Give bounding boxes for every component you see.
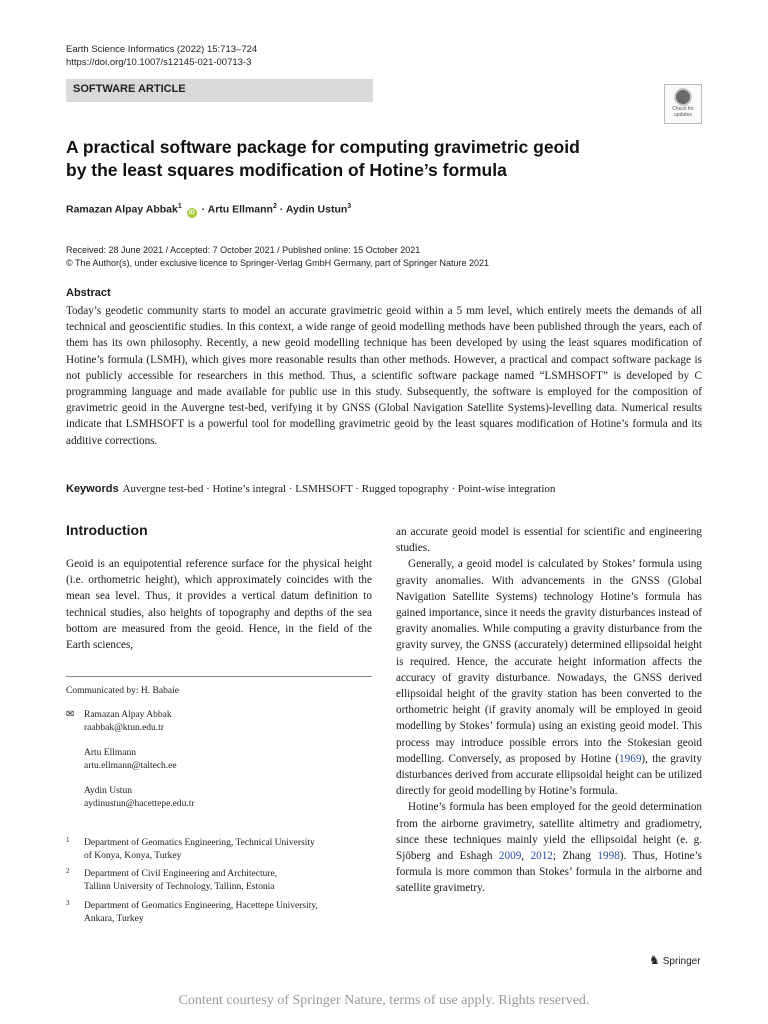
intro-paragraph-1-cont: an accurate geoid model is essential for scientific and engineering studies. — [396, 526, 702, 555]
crossmark-icon — [674, 88, 692, 106]
author-3-name[interactable]: Aydin Ustun — [285, 203, 348, 216]
publication-dates — [66, 244, 489, 269]
affiliation-1 — [66, 837, 366, 862]
affiliation-2-number: 2 — [66, 867, 70, 875]
keywords-label: Keywords — [66, 483, 119, 495]
keywords-text: Auvergne test-bed · Hotine’s integral · LSMHSOFT · Rugged topography · Point-wise integration — [122, 483, 556, 495]
intro-p3-sep: , — [521, 850, 531, 863]
introduction-heading: Introduction — [66, 522, 148, 538]
crossmark-line1: Check for — [672, 106, 694, 112]
communicated-by: Communicated by: H. Babaie — [66, 686, 179, 696]
contact-3-email[interactable]: aydinustun@hacettepe.edu.tr — [84, 798, 195, 809]
affiliation-1-line1: Department of Geomatics Engineering, Technical University — [84, 838, 315, 848]
doi-link[interactable]: https://doi.org/10.1007/s12145-021-00713-3 — [66, 57, 252, 68]
intro-p3-text-a: Hotine’s formula has been employed for the geoid determination from the airborne gravimetry, satellite altimetry and gradiometry, since these techniques mainly yield the ellipsoidal height (e. g. Sjöberg and Eshagh — [396, 801, 702, 863]
article-type-label: SOFTWARE ARTICLE — [73, 83, 186, 95]
affiliation-2-line2: Tallinn University of Technology, Tallinn, Estonia — [84, 881, 275, 892]
author-1-name[interactable]: Ramazan Alpay Abbak — [66, 203, 178, 216]
contact-1 — [84, 709, 366, 734]
affiliation-2-line1: Department of Civil Engineering and Architecture, — [84, 869, 278, 879]
affiliation-1-line2: of Konya, Konya, Turkey — [84, 850, 182, 861]
intro-paragraph-2 — [396, 556, 702, 799]
check-for-updates-badge[interactable] — [664, 84, 702, 124]
springer-logo — [649, 953, 701, 967]
contact-2 — [84, 747, 366, 772]
citation-link-1969[interactable]: 1969 — [619, 752, 642, 765]
footnote-divider — [66, 676, 372, 677]
affiliation-3 — [66, 900, 366, 925]
envelope-icon: ✉ — [66, 709, 75, 720]
crossmark-line2: updates — [674, 111, 692, 118]
dates-line: Received: 28 June 2021 / Accepted: 7 October 2021 / Published online: 15 October 2021 — [66, 245, 421, 255]
author-separator: · — [201, 203, 206, 216]
copyright-line: © The Author(s), under exclusive licence to Springer-Verlag GmbH Germany, part of Springer Nature 2021 — [66, 257, 489, 268]
article-type-banner — [66, 79, 373, 102]
keywords — [66, 482, 706, 497]
author-1-affil: 1 — [177, 203, 182, 210]
citation-link-2012[interactable]: 2012 — [530, 850, 553, 863]
orcid-icon[interactable]: iD — [188, 209, 195, 216]
title-line-2: by the least squares modification of Hotine’s formula — [66, 160, 507, 180]
contact-3 — [84, 785, 366, 810]
affiliation-3-number: 3 — [66, 899, 70, 907]
contact-3-name: Aydin Ustun — [84, 786, 132, 796]
springer-horse-icon: ♞ — [649, 953, 660, 967]
contact-1-email[interactable]: raabbak@ktun.edu.tr — [84, 722, 164, 733]
intro-p2-text-a: Generally, a geoid model is calculated by Stokes’ formula using gravity anomalies. With advancements in the GNSS (Global Navigation Satellite Systems) technology Hotine’s formula has gained importance, since it needs the gravity disturbances instead of gravity anomalies. While computing a gravity disturbance from the gravity survey, the GNSS (accurately) determined ellipsoidal height is required. Hence, the accurate height information affects the accuracy of gravity disturbance. Nowadays, the GNSS derived ellipsoidal height of the gravity station has been converted to the orthometric height (if gravity anomaly will be employed in geoid modelling by Stokes’ formula) using an existing geoid model. This process may introduce possible errors into the Stokesian geoid modelling. Conversely, as proposed by Hotine ( — [396, 558, 702, 765]
publisher-name: Springer — [662, 956, 701, 967]
intro-p3-text-c: ). Thus, Hotine’s formula is more common than Stokes’ formula in the airborne and satellite gravimetry. — [396, 850, 702, 895]
introduction-right-column — [396, 524, 702, 897]
intro-p2-text-b: ), the gravity disturbances derived from accurate ellipsoidal height can be utilized directly for geoid modelling by Hotine’s formula. — [396, 752, 702, 798]
journal-citation: Earth Science Informatics (2022) 15:713–724 — [66, 44, 258, 55]
abstract-text: Today’s geodetic community starts to model an accurate gravimetric geoid within a 5 mm level, which entirely meets the demands of all technical and geoscientific studies. In this context, a wide range of geoid modelling methods have been published through the years, each of them has its own philosophy. Recently, a new geoid modelling technique has been developed by using the least squares modification of Hotine’s formula (LSMH), which gives more reasonable results than other methods. However, a practical and compact software package is not publicly accessible for researchers in this method. Thus, a scientific software package named “LSMHSOFT” is developed by C programming language and made available for public use in this study. Subsequently, the software is employed for the composition of gravimetric geoid in the Auvergne test-bed, verifying it by GNSS (Global Navigation Satellite Systems)-levelling data. Numerical results indicate that LSMHSOFT is a powerful tool for modelling gravimetric geoid by the least squares modification of Hotine’s formula and its additive corrections. — [66, 305, 702, 447]
affiliation-1-number: 1 — [66, 836, 70, 844]
intro-paragraph-1: Geoid is an equipotential reference surface for the physical height (i.e. orthometric height), which approximately coincides with the mean sea level. Thus, it provides a vertical datum definition to technical studies, also heights of topography and depths of the sea bottom are measured from the geoid. Hence, in the field of the Earth sciences, — [66, 558, 372, 652]
introduction-left-column — [66, 556, 372, 653]
author-separator: · — [279, 203, 284, 216]
intro-p3-text-b: ; Zhang — [552, 850, 598, 863]
intro-paragraph-3 — [396, 799, 702, 896]
contact-list — [66, 709, 366, 823]
citation-link-2009[interactable]: 2009 — [498, 850, 522, 863]
author-2-affil: 2 — [272, 203, 277, 210]
contact-1-name: Ramazan Alpay Abbak — [84, 710, 172, 720]
author-list — [66, 203, 351, 218]
author-2-name[interactable]: Artu Ellmann — [207, 203, 273, 216]
author-3-affil: 3 — [347, 203, 352, 210]
affiliation-2 — [66, 868, 366, 893]
title-line-1: A practical software package for computing gravimetric geoid — [66, 137, 580, 157]
citation-link-1998[interactable]: 1998 — [597, 850, 620, 863]
abstract-heading: Abstract — [66, 287, 111, 299]
courtesy-notice: Content courtesy of Springer Nature, terms of use apply. Rights reserved. — [178, 993, 590, 1008]
contact-2-name: Artu Ellmann — [84, 748, 136, 758]
affiliation-3-line1: Department of Geomatics Engineering, Hacettepe University, — [84, 901, 318, 911]
journal-header — [66, 43, 257, 69]
affiliation-3-line2: Ankara, Turkey — [84, 913, 144, 924]
article-title — [66, 136, 686, 182]
contact-2-email[interactable]: artu.ellmann@taltech.ee — [84, 760, 177, 771]
